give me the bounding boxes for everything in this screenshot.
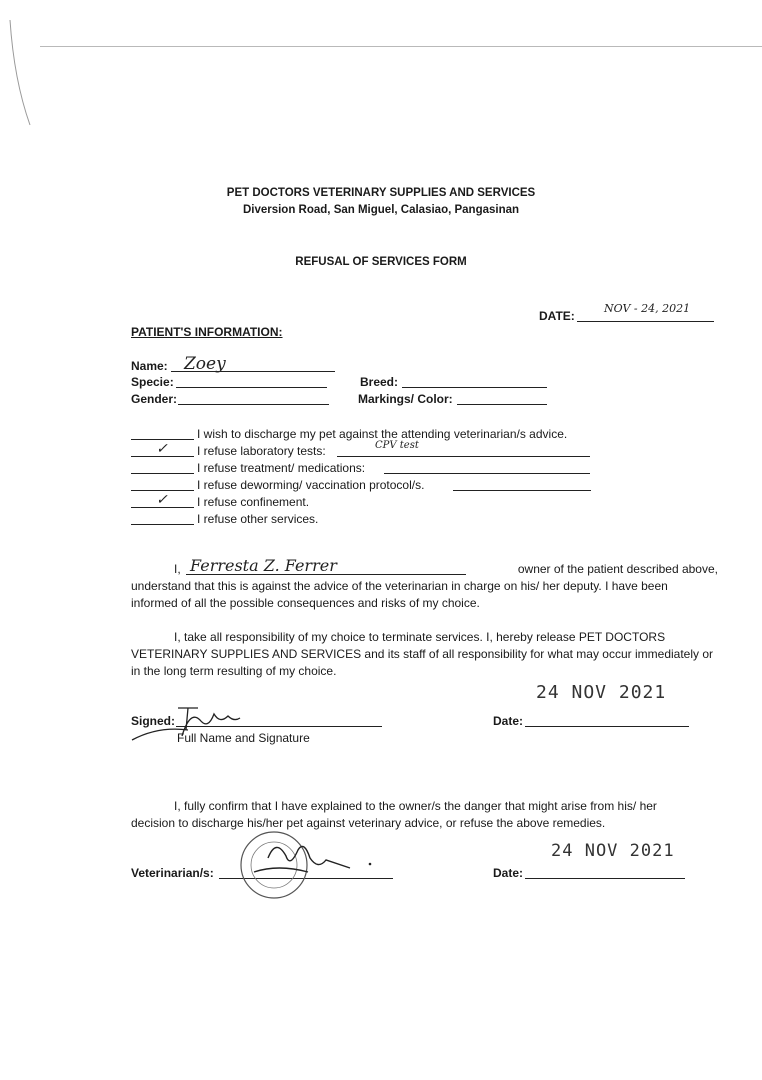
date-value: NOV - 24, 2021 (604, 302, 691, 315)
option-blank-line (131, 439, 194, 440)
option-text: I refuse treatment/ medications: (197, 461, 366, 475)
breed-line (402, 387, 547, 388)
vet-date-stamp: 24 NOV 2021 (551, 841, 675, 861)
owner-line1-rest: owner of the patient described above, (517, 562, 718, 576)
option-blank-line (131, 473, 194, 474)
signed-caption: Full Name and Signature (177, 731, 310, 745)
option-blank-line (131, 490, 194, 491)
owner-line3: informed of all the possible consequences and risks of my choice. (131, 596, 480, 610)
vet-seal-and-signature (228, 828, 378, 903)
patient-section-title: PATIENT'S INFORMATION: (131, 325, 283, 339)
markings-label: Markings/ Color: (358, 392, 453, 406)
name-value: Zoey (184, 354, 226, 374)
scan-edge (40, 46, 762, 47)
option-detail-line (384, 473, 590, 474)
form-title: REFUSAL OF SERVICES FORM (295, 256, 467, 268)
name-label: Name: (131, 359, 168, 373)
owner-date-line (525, 726, 689, 727)
clinic-name: PET DOCTORS VETERINARY SUPPLIES AND SERVICES (226, 187, 536, 199)
gender-label: Gender: (131, 392, 178, 406)
release-line2: VETERINARY SUPPLIES AND SERVICES and its staff of all responsibility for what may occur immediately or (131, 647, 714, 661)
vet-label: Veterinarian/s: (131, 866, 214, 880)
owner-name: Ferresta Z. Ferrer (190, 556, 337, 575)
option-text: I refuse other services. (197, 512, 319, 526)
vet-line1: I, fully confirm that I have explained to the owner/s the danger that might arise from his/ her (174, 799, 657, 813)
markings-line (457, 404, 547, 405)
specie-label: Specie: (131, 375, 174, 389)
breed-label: Breed: (360, 375, 399, 389)
option-detail-line (337, 456, 590, 457)
date-line (577, 321, 714, 322)
option-text: I refuse deworming/ vaccination protocol/s. (197, 478, 425, 492)
date-label: DATE: (539, 309, 575, 323)
option-check-mark: ✓ (156, 441, 168, 457)
option-blank-line (131, 524, 194, 525)
owner-line2: understand that this is against the advice of the veterinarian in charge on his/ her deputy. I have been (131, 579, 668, 593)
option-detail-line (453, 490, 591, 491)
gender-line (178, 404, 329, 405)
vet-line2: decision to discharge his/her pet against veterinary advice, or refuse the above remedies. (131, 816, 606, 830)
release-line1: I, take all responsibility of my choice to terminate services. I, hereby release PET DOCTORS (174, 630, 666, 644)
option-text: I refuse confinement. (197, 495, 310, 509)
vet-date-line (525, 878, 685, 879)
option-detail-value: CPV test (375, 440, 419, 451)
option-check-mark: ✓ (156, 492, 168, 508)
clinic-address: Diversion Road, San Miguel, Calasiao, Pangasinan (242, 204, 520, 216)
owner-prefix: I, (174, 562, 181, 576)
owner-date-stamp: 24 NOV 2021 (536, 682, 667, 703)
option-text: I refuse laboratory tests: (197, 444, 326, 458)
scan-artifact-curve (0, 0, 60, 130)
signed-label: Signed: (131, 714, 175, 728)
specie-line (176, 387, 327, 388)
option-text: I wish to discharge my pet against the attending veterinarian/s advice. (197, 427, 568, 441)
vet-date-label: Date: (493, 866, 524, 880)
release-line3: in the long term resulting of my choice. (131, 664, 337, 678)
owner-date-label: Date: (493, 714, 524, 728)
